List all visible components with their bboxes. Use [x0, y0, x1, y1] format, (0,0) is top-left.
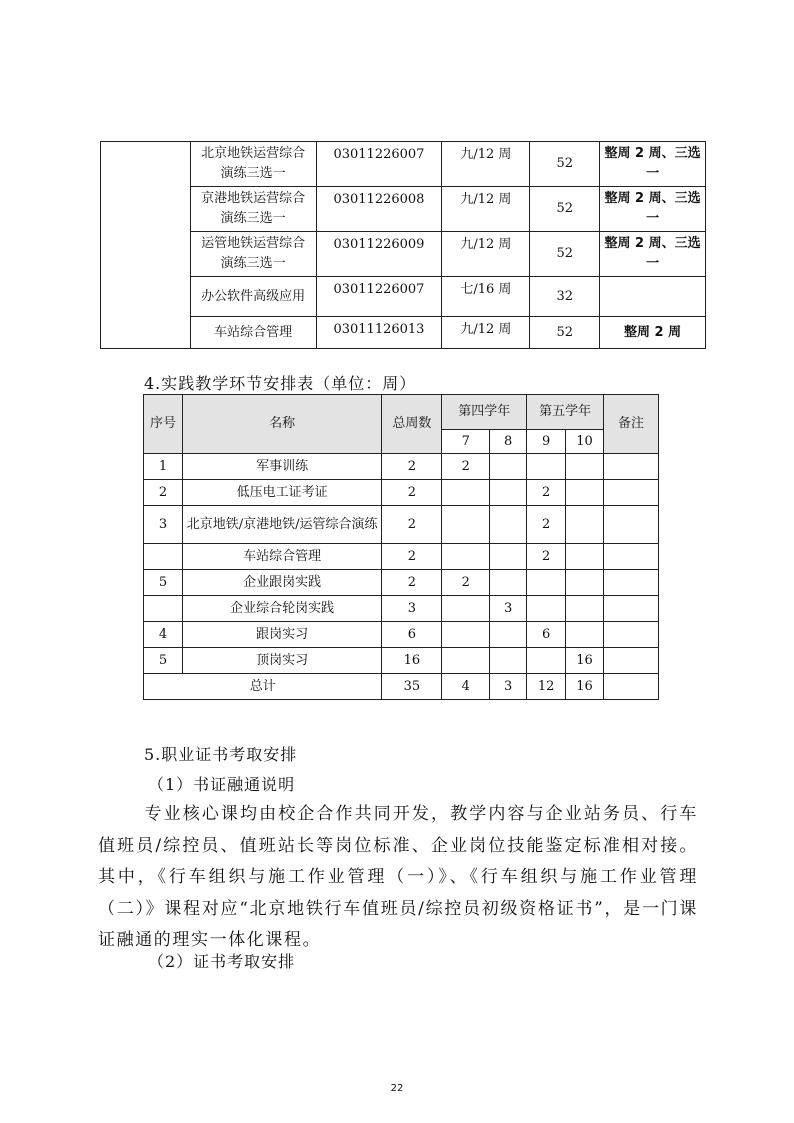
row-t8 — [490, 506, 527, 544]
header-term-7: 7 — [442, 430, 490, 454]
row-total: 3 — [382, 596, 442, 622]
row-total: 2 — [382, 480, 442, 506]
subsection-1-heading: （1）书证融通说明 — [148, 775, 296, 794]
course-note: 整周 2 周、三选一 — [600, 232, 706, 277]
row-remark — [604, 480, 659, 506]
header-year5: 第五学年 — [527, 395, 604, 430]
total-remark — [604, 674, 659, 700]
merged-category-cell — [101, 142, 191, 349]
total-weeks: 35 — [382, 674, 442, 700]
row-t8 — [490, 480, 527, 506]
row-t10 — [566, 596, 604, 622]
row-t9: 2 — [527, 480, 566, 506]
section-4-heading: 4.实践教学环节安排表（单位：周） — [144, 374, 417, 393]
course-table — [100, 141, 706, 349]
course-name: 车站综合管理 — [190, 317, 316, 349]
table-row — [144, 544, 659, 570]
row-name: 跟岗实习 — [182, 622, 382, 648]
row-no: 5 — [144, 648, 183, 674]
practice-schedule-table — [143, 394, 659, 700]
row-total: 2 — [382, 570, 442, 596]
header-year4: 第四学年 — [442, 395, 527, 430]
course-term: 九/12 周 — [442, 142, 530, 187]
row-no: 3 — [144, 506, 183, 544]
header-row — [144, 395, 659, 430]
row-remark — [604, 544, 659, 570]
table-row — [144, 596, 659, 622]
row-t10 — [566, 480, 604, 506]
row-t9: 2 — [527, 506, 566, 544]
row-t9: 2 — [527, 544, 566, 570]
row-t10 — [566, 506, 604, 544]
row-t9 — [527, 454, 566, 480]
row-t9: 6 — [527, 622, 566, 648]
table-row — [101, 142, 706, 187]
row-t10: 16 — [566, 648, 604, 674]
row-t7 — [442, 648, 490, 674]
total-t9: 12 — [527, 674, 566, 700]
course-hours: 52 — [530, 317, 600, 349]
course-term: 九/12 周 — [442, 187, 530, 232]
course-code: 03011226007 — [316, 142, 442, 187]
header-no: 序号 — [144, 395, 183, 454]
row-name: 北京地铁/京港地铁/运管综合演练 — [182, 506, 382, 544]
row-t10 — [566, 570, 604, 596]
row-t7 — [442, 622, 490, 648]
subsection-2-heading: （2）证书考取安排 — [148, 952, 296, 971]
row-name: 军事训练 — [182, 454, 382, 480]
table-row — [101, 277, 706, 317]
row-no: 5 — [144, 570, 183, 596]
page-number: 22 — [390, 1083, 404, 1094]
course-note: 整周 2 周、三选一 — [600, 187, 706, 232]
row-no — [144, 596, 183, 622]
row-remark — [604, 596, 659, 622]
course-note — [600, 277, 706, 317]
row-no — [144, 544, 183, 570]
header-term-10: 10 — [566, 430, 604, 454]
row-t8 — [490, 570, 527, 596]
row-name: 顶岗实习 — [182, 648, 382, 674]
table-row — [144, 480, 659, 506]
course-note: 整周 2 周、三选一 — [600, 142, 706, 187]
row-total: 16 — [382, 648, 442, 674]
row-t10 — [566, 454, 604, 480]
total-t7: 4 — [442, 674, 490, 700]
total-t8: 3 — [490, 674, 527, 700]
course-term: 七/16 周 — [442, 277, 530, 317]
row-remark — [604, 648, 659, 674]
course-term: 九/12 周 — [442, 232, 530, 277]
course-name: 京港地铁运营综合演练三选一 — [190, 187, 316, 232]
row-t10 — [566, 622, 604, 648]
header-name: 名称 — [182, 395, 382, 454]
row-total: 2 — [382, 544, 442, 570]
row-t8 — [490, 648, 527, 674]
total-t10: 16 — [566, 674, 604, 700]
row-t9 — [527, 648, 566, 674]
row-t7 — [442, 596, 490, 622]
row-remark — [604, 506, 659, 544]
row-remark — [604, 454, 659, 480]
header-term-8: 8 — [490, 430, 527, 454]
course-hours: 32 — [530, 277, 600, 317]
table-row — [144, 570, 659, 596]
course-hours: 52 — [530, 187, 600, 232]
row-remark — [604, 622, 659, 648]
table-row — [101, 187, 706, 232]
row-total: 2 — [382, 454, 442, 480]
row-no: 2 — [144, 480, 183, 506]
row-name: 企业综合轮岗实践 — [182, 596, 382, 622]
row-t7: 2 — [442, 570, 490, 596]
course-term: 九/12 周 — [442, 317, 530, 349]
total-label: 总计 — [144, 674, 382, 700]
row-t7 — [442, 506, 490, 544]
body-paragraph — [98, 799, 698, 957]
section-5-heading: 5.职业证书考取安排 — [144, 745, 298, 764]
row-total: 2 — [382, 506, 442, 544]
row-t8 — [490, 622, 527, 648]
course-code: 03011226008 — [316, 187, 442, 232]
header-term-9: 9 — [527, 430, 566, 454]
table-row — [101, 232, 706, 277]
row-t8: 3 — [490, 596, 527, 622]
course-code: 03011226007 — [316, 277, 442, 317]
row-no: 1 — [144, 454, 183, 480]
row-t9 — [527, 596, 566, 622]
course-hours: 52 — [530, 142, 600, 187]
course-code: 03011226009 — [316, 232, 442, 277]
row-total: 6 — [382, 622, 442, 648]
course-name: 北京地铁运营综合演练三选一 — [190, 142, 316, 187]
row-name: 低压电工证考证 — [182, 480, 382, 506]
row-t8 — [490, 544, 527, 570]
row-name: 企业跟岗实践 — [182, 570, 382, 596]
total-row — [144, 674, 659, 700]
table-row — [144, 506, 659, 544]
row-t9 — [527, 570, 566, 596]
table-row — [144, 622, 659, 648]
row-t7: 2 — [442, 454, 490, 480]
table-row — [144, 454, 659, 480]
row-name: 车站综合管理 — [182, 544, 382, 570]
header-remark: 备注 — [604, 395, 659, 454]
row-no: 4 — [144, 622, 183, 648]
row-t7 — [442, 480, 490, 506]
row-t10 — [566, 544, 604, 570]
course-hours: 52 — [530, 232, 600, 277]
course-name: 办公软件高级应用 — [190, 277, 316, 317]
table-row — [101, 317, 706, 349]
row-t7 — [442, 544, 490, 570]
course-note: 整周 2 周 — [600, 317, 706, 349]
header-total: 总周数 — [382, 395, 442, 454]
table-row — [144, 648, 659, 674]
row-t8 — [490, 454, 527, 480]
course-code: 03011126013 — [316, 317, 442, 349]
row-remark — [604, 570, 659, 596]
paragraph-text: 专业核心课均由校企合作共同开发，教学内容与企业站务员、行车值班员/综控员、值班站长等岗位标准、企业岗位技能鉴定标准相对接。其中，《行车组织与施工作业管理（一）》、《行车组织与施工作业管理（二）》课程对应“北京地铁行车值班员/综控员初级资格证书”，是一门课证融通的理实一体化课程。 — [98, 804, 698, 950]
course-name: 运管地铁运营综合演练三选一 — [190, 232, 316, 277]
